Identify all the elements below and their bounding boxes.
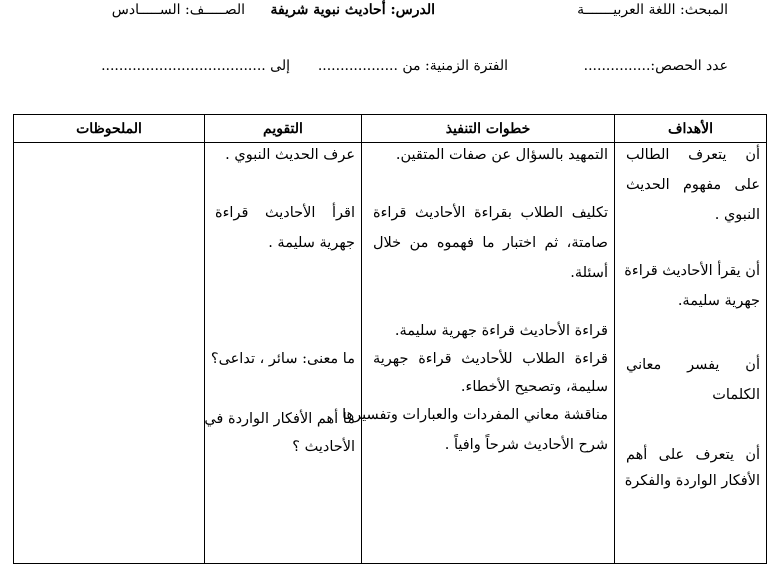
steps-header: خطوات التنفيذ (362, 115, 615, 143)
step-line: سليمة، وتصحيح الأخطاء. (460, 379, 608, 395)
evaluation-line: الأحاديث ؟ (292, 439, 355, 455)
step-line: قراءة الأحاديث قراءة جهرية سليمة. (394, 323, 608, 339)
step-line: صامتة، ثم اختبار ما فهموه من خلال (373, 235, 608, 251)
evaluation-line: ما معنى: سائر ، تداعى؟ (210, 351, 355, 367)
goal-line: النبوي . (714, 207, 760, 223)
goal-line: الأفكار الواردة والفكرة (624, 473, 760, 489)
goal-line: أن يقرأ الأحاديث قراءة (624, 263, 760, 279)
goal-line: على مفهوم الحديث (626, 177, 760, 193)
evaluation-line: عرف الحديث النبوي . (225, 147, 355, 163)
step-line: شرح الأحاديث شرحاً وافياً . (444, 437, 608, 453)
header-row-2 (0, 58, 780, 80)
step-line: التمهيد بالسؤال عن صفات المتقين. (395, 147, 608, 163)
header-row-1 (0, 2, 780, 24)
goal-line: أن يفسر معاني (626, 357, 760, 373)
goal-line: جهرية سليمة. (677, 293, 760, 309)
step-line: مناقشة معاني المفردات والعبارات وتفسيرها (342, 407, 608, 423)
goal-line: أن يتعرف على أهم (626, 447, 760, 463)
evaluation-line: جهرية سليمة . (268, 235, 355, 251)
evaluation-line: ما أهم الأفكار الواردة في (204, 411, 355, 427)
table-row (14, 143, 767, 564)
notes-header: الملحوظات (14, 115, 205, 143)
sessions-field: عدد الحصص:............... (583, 58, 728, 74)
evaluation-header: التقويم (205, 115, 362, 143)
evaluation-cell (205, 143, 362, 564)
steps-cell (342, 143, 615, 564)
step-line: قراءة الطلاب للأحاديث قراءة جهرية (373, 351, 608, 367)
goals-header: الأهداف (615, 115, 767, 143)
period-from-field: الفترة الزمنية: من .................. (317, 58, 508, 74)
table-header-row (14, 115, 767, 143)
lesson-title: الدرس: أحاديث نبوية شريفة (270, 2, 435, 18)
goal-line: أن يتعرف الطالب (626, 147, 760, 163)
goals-cell (615, 143, 767, 564)
notes-cell (14, 143, 205, 564)
lesson-plan-table (13, 114, 767, 564)
goal-line: الكلمات (712, 387, 760, 403)
evaluation-line: اقرأ الأحاديث قراءة (215, 205, 355, 221)
step-line: تكليف الطلاب بقراءة الأحاديث قراءة (373, 205, 608, 221)
step-line: أسئلة. (570, 265, 608, 281)
period-to-field: إلى ..................................... (101, 58, 290, 74)
subject-label: المبحث: اللغة العربيـــــــة (577, 2, 728, 18)
grade-label: الصـــــف: الســـــادس (111, 2, 245, 18)
